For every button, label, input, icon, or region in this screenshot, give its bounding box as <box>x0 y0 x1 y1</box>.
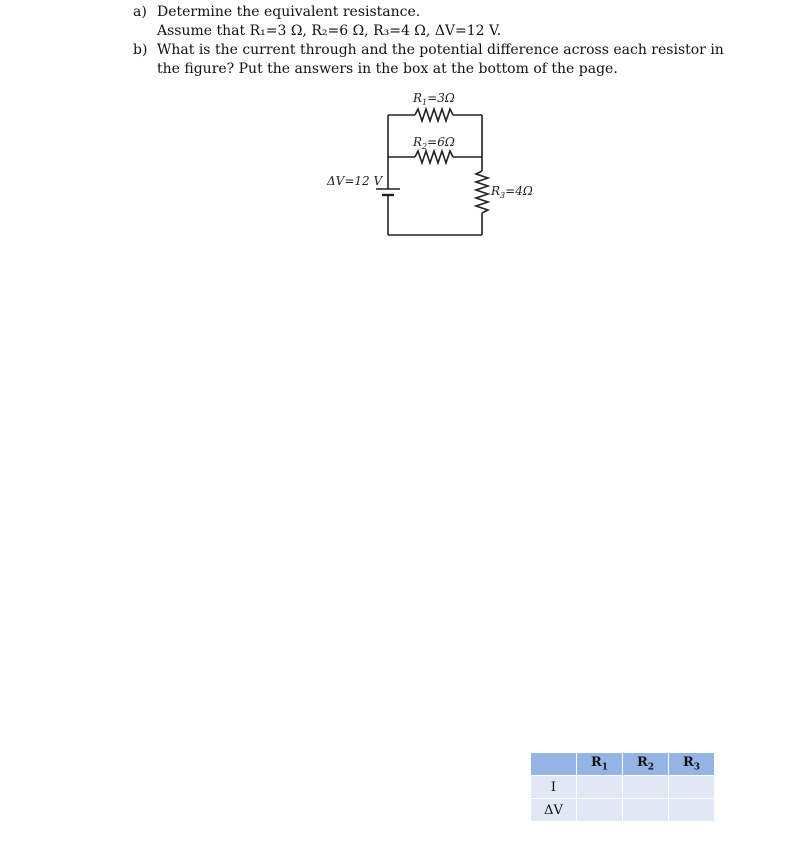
row-label-voltage: ΔV <box>531 799 576 821</box>
question-a-marker: a) <box>133 4 147 20</box>
answer-cell-v-r3[interactable] <box>669 799 714 821</box>
question-a-line1: Determine the equivalent resistance. <box>157 4 421 20</box>
answer-cell-i-r3[interactable] <box>669 776 714 798</box>
question-b-line1: What is the current through and the potential difference across each resistor in <box>157 42 724 58</box>
table-row <box>531 776 714 798</box>
label-battery: ΔV=12 V <box>327 174 383 188</box>
answer-cell-i-r2[interactable] <box>623 776 668 798</box>
table-corner-cell <box>531 753 576 775</box>
answer-cell-v-r2[interactable] <box>623 799 668 821</box>
question-b-text <box>157 41 724 79</box>
resistor-r3 <box>476 171 488 213</box>
table-row <box>531 799 714 821</box>
circuit-diagram <box>300 85 560 245</box>
header-r2: $R_2$ <box>623 753 668 775</box>
label-r1: $R_1=3\Omega$ <box>413 91 455 107</box>
question-b-marker: b) <box>133 42 148 58</box>
question-a-text <box>157 3 501 41</box>
label-r3: $R_3=4\Omega$ <box>491 184 533 200</box>
question-b-line2: the figure? Put the answers in the box at the bottom of the page. <box>157 61 618 77</box>
answer-table <box>530 752 715 822</box>
table-header-row <box>531 753 714 775</box>
header-r3: $R_3$ <box>669 753 714 775</box>
label-r2: $R_2=6\Omega$ <box>413 135 455 151</box>
answer-cell-v-r1[interactable] <box>577 799 622 821</box>
answer-cell-i-r1[interactable] <box>577 776 622 798</box>
row-label-current: I <box>531 776 576 798</box>
resistor-r2 <box>415 151 453 163</box>
resistor-r1 <box>415 109 453 121</box>
question-a-line2: Assume that R₁=3 Ω, R₂=6 Ω, R₃=4 Ω, ΔV=12 V. <box>157 23 502 39</box>
header-r1: $R_1$ <box>577 753 622 775</box>
circuit-wires <box>388 109 488 235</box>
